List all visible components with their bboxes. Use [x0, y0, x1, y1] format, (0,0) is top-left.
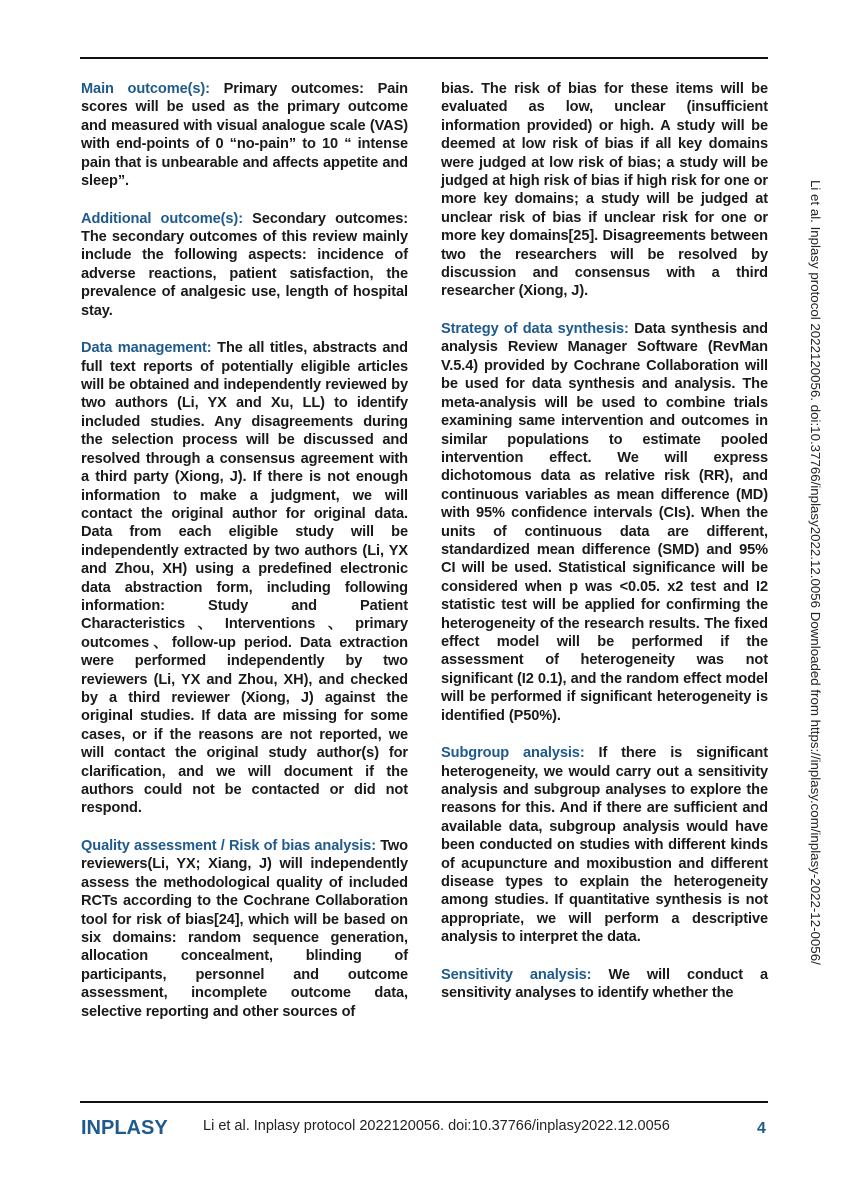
section-paragraph: [81, 80, 408, 190]
footer-citation: Li et al. Inplasy protocol 2022120056. doi:10.37766/inplasy2022.12.0056: [203, 1118, 670, 1134]
section-risk-of-bias-continued: [441, 80, 768, 301]
section-additional-outcomes: [81, 210, 408, 320]
section-text: Secondary outcomes: The secondary outcomes of this review mainly include the following aspects: incidence of adverse reactions, patient satisfaction, the prevalence of analgesic use, length of hospital stay.: [81, 210, 408, 319]
section-paragraph: [441, 966, 768, 1003]
section-heading: Strategy of data synthesis:: [441, 321, 629, 338]
section-heading: Additional outcome(s):: [81, 210, 243, 227]
section-heading: Quality assessment / Risk of bias analysis:: [81, 838, 376, 854]
section-heading: Subgroup analysis:: [441, 745, 585, 762]
section-text: We will conduct a sensitivity analyses to identify whether the: [441, 966, 768, 1002]
side-download-text: Li et al. Inplasy protocol 2022120056. doi:10.37766/inplasy2022.12.0056 Downloaded from https://inplasy.com/inplasy-2022-12-0056/: [808, 180, 823, 965]
section-text: Data synthesis and analysis Review Manager Software (RevMan V.5.4) provided by Cochrane Collaboration will be used for data synthesis and analysis. The meta-analysis will be used to combine trials examining same intervention and outcomes in similar populations to estimate pooled intervention effect. We will express dichotomous data as relative risk (RR), and continuous variables as mean difference (MD) with 95% confidence intervals (CIs). When the units of continuous data are different, standardized mean difference (SMD) and 95% CI will be used. Statistical significance will be considered when p was <0.05. x2 test and I2 statistic test will be applied for confirming the heterogeneity of the research results. The fixed effect model will be performed if the assessment of heterogeneity was not significant (I2 0.1), and the random effect model will be performed if significant heterogeneity is identified (P50%).: [441, 321, 768, 724]
section-heading: Data management:: [81, 340, 212, 357]
section-paragraph: [441, 80, 768, 301]
left-column: [81, 80, 408, 1040]
header-rule: [80, 57, 768, 59]
section-paragraph: [441, 744, 768, 946]
section-text: bias. The risk of bias for these items will be evaluated as low, unclear (insufficient information provided) or high. A study will be deemed at low risk of bias if all key domains were judged at low risk of bias; a study will be judged at high risk of bias if high risk for one or more key domains; a study will be judged at unclear risk of bias if unclear risk for one or more key domains[25]. Disagreements between two the researchers will be resolved by discussion and consensus with a third researcher (Xiong, J).: [441, 81, 768, 300]
section-heading: Main outcome(s):: [81, 81, 210, 97]
section-paragraph: [81, 339, 408, 818]
section-sensitivity-analysis: [441, 966, 768, 1003]
right-column: [441, 80, 768, 1022]
section-subgroup-analysis: [441, 744, 768, 946]
section-text: If there is significant heterogeneity, we would carry out a sensitivity analysis and subgroup analyses to explore the reasons for this. And if there are sufficient and available data, subgroup analysis would have been conducted on studies with different kinds of acupuncture and moxibustion and different disease types to explain the heterogeneity among studies. If quantitative synthesis is not appropriate, we will perform a descriptive analysis to interpret the data.: [441, 745, 768, 946]
section-paragraph: [441, 320, 768, 725]
section-paragraph: [81, 837, 408, 1021]
journal-logo: INPLASY: [81, 1117, 168, 1139]
footer-rule: [80, 1101, 768, 1103]
section-text: Two reviewers(Li, YX; Xiang, J) will independently assess the methodological quality of included RCTs according to the Cochrane Collaboration tool for risk of bias[24], which will be based on six domains: random sequence generation, allocation concealment, blinding of participants, personnel and outcome assessment, incomplete outcome data, selective reporting and other sources of: [81, 838, 408, 1020]
section-paragraph: [81, 210, 408, 320]
section-heading: Sensitivity analysis:: [441, 966, 592, 983]
section-main-outcomes: [81, 80, 408, 190]
page-number: 4: [757, 1120, 766, 1137]
section-data-management: [81, 339, 408, 818]
section-text: The all titles, abstracts and full text reports of potentially eligible articles will be obtained and independently reviewed by two authors (Li, YX and Xu, LL) to identify included studies. Any disagreements during the selection process will be discussed and resolved through a consensus agreement with a third party (Xiong, J). If there is not enough information to make a judgment, we will contact the original author for original data. Data from each eligible study will be independently extracted by two authors (Li, YX and Zhou, XH) using a predefined electronic data abstraction form, including following information: Study and Patient Characteristics、Interventions、primary outcomes、follow-up period. Data extraction were performed independently by two reviewers (Li, YX and Zhou, XH), and checked by a third reviewer (Xiong, J) against the original studies. If data are missing for some cases, or if the reasons are not reported, we will contact the original study author(s) for clarification, and we will document if the authors could not be contacted or did not respond.: [81, 340, 408, 817]
section-quality-assessment: [81, 837, 408, 1021]
section-text: Primary outcomes: Pain scores will be used as the primary outcome and measured with visual analogue scale (VAS) with end-points of 0 “no-pain” to 10 “ intense pain that is unbearable and affects appetite and sleep”.: [81, 81, 408, 190]
section-data-synthesis: [441, 320, 768, 725]
